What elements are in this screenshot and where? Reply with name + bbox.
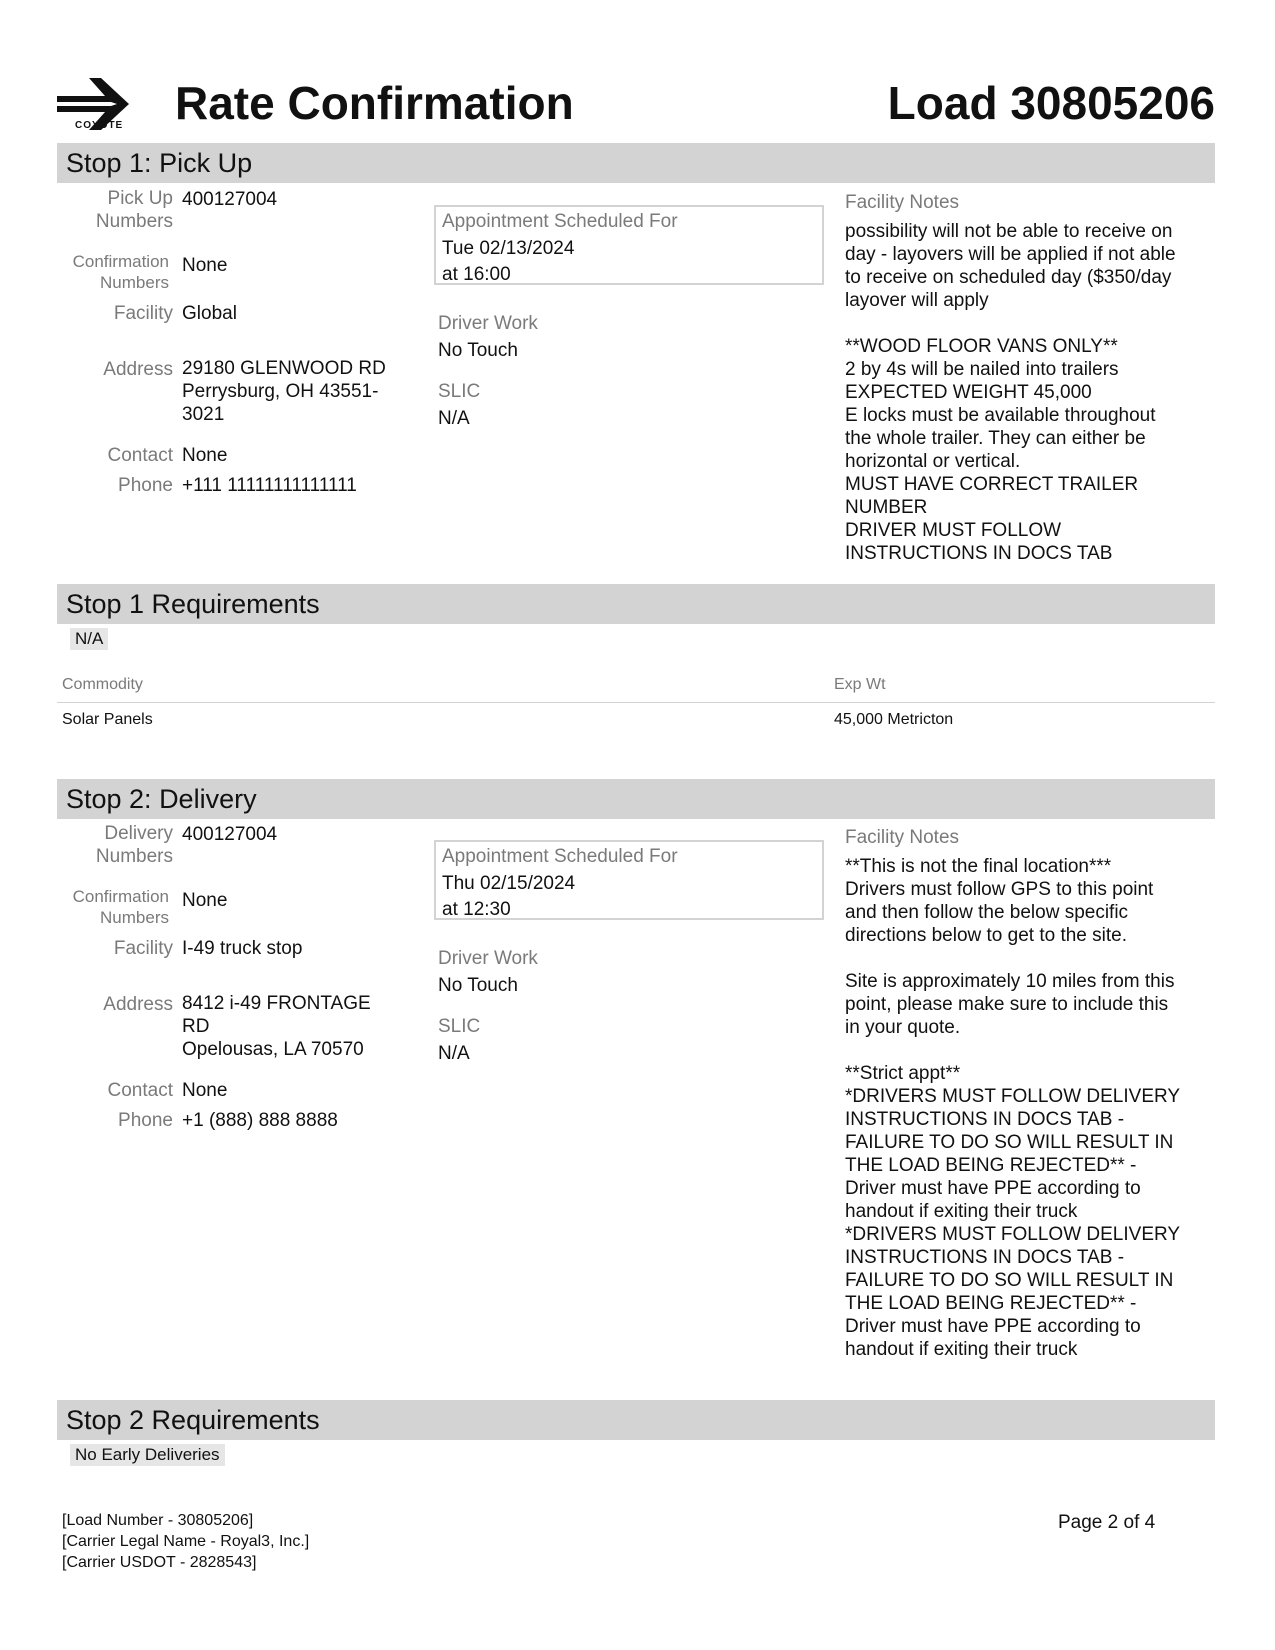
confirmation-label-line1: Confirmation xyxy=(72,252,169,271)
driver-work-label: Driver Work xyxy=(438,313,538,334)
contact-value: None xyxy=(182,1080,228,1101)
logo-text: COYOTE xyxy=(75,120,124,131)
confirmation-label-line2: Numbers xyxy=(100,908,169,927)
delivery-numbers-label-line1: Delivery xyxy=(104,823,173,844)
appointment-date: Tue 02/13/2024 xyxy=(442,238,575,259)
load-number-title: Load 30805206 xyxy=(887,77,1215,129)
pickup-numbers-label xyxy=(57,187,173,233)
appointment-time: at 16:00 xyxy=(442,264,511,285)
table-divider xyxy=(57,702,1215,703)
stop1-heading: Stop 1: Pick Up xyxy=(66,148,253,178)
address-line2: Perrysburg, OH 43551- xyxy=(182,381,379,402)
delivery-numbers-value: 400127004 xyxy=(182,824,278,845)
footer-carrier-name: [Carrier Legal Name - Royal3, Inc.] xyxy=(62,1533,310,1550)
facility-notes: possibility will not be able to receive on day - layovers will be applied if not able to receive on scheduled day ($350/day layover will apply **WOOD FLOOR VANS ONLY** 2 by 4s will be nailed into trailers EXPECTED WEIGHT 45,000 E locks must be available throughout the whole trailer. They can either be horizontal or vertical. MUST HAVE CORRECT TRAILER NUMBER DRIVER MUST FOLLOW INSTRUCTIONS IN DOCS TAB xyxy=(845,221,1176,564)
confirmation-label-line2: Numbers xyxy=(100,273,169,292)
address-label: Address xyxy=(103,359,173,380)
facility-notes: **This is not the final location*** Drivers must follow GPS to this point and then follow the below specific directions below to get to the site. Site is approximately 10 miles from this point, please make sure to include this in your quote. **Strict appt** *DRIVERS MUST FOLLOW DELIVERY INSTRUCTIONS IN DOCS TAB - FAILURE TO DO SO WILL RESULT IN THE LOAD BEING REJECTED** - Driver must have PPE according to handout if exiting their truck *DRIVERS MUST FOLLOW DELIVERY INSTRUCTIONS IN DOCS TAB - FAILURE TO DO SO WILL RESULT IN THE LOAD BEING REJECTED** - Driver must have PPE according to handout if exiting their truck xyxy=(845,856,1181,1360)
appointment-label: Appointment Scheduled For xyxy=(442,846,678,867)
phone-value: +111 11111111111111 xyxy=(182,475,357,496)
address-line2: RD xyxy=(182,1016,210,1037)
appointment-label: Appointment Scheduled For xyxy=(442,211,678,232)
address-line1: 29180 GLENWOOD RD xyxy=(182,358,386,379)
address-value xyxy=(182,357,386,426)
address-label: Address xyxy=(103,994,173,1015)
stop1-requirements-heading: Stop 1 Requirements xyxy=(66,589,320,619)
appointment-date: Thu 02/15/2024 xyxy=(442,873,576,894)
facility-notes-label: Facility Notes xyxy=(845,827,960,848)
address-line3: Opelousas, LA 70570 xyxy=(182,1039,364,1060)
stop1-requirements-header xyxy=(57,584,1215,624)
stop2-heading: Stop 2: Delivery xyxy=(66,784,257,814)
facility-label: Facility xyxy=(113,938,173,959)
contact-label: Contact xyxy=(107,445,173,466)
stop2-requirements-heading: Stop 2 Requirements xyxy=(66,1405,320,1435)
stop2-section-header xyxy=(57,779,1215,819)
footer-carrier-usdot: [Carrier USDOT - 2828543] xyxy=(62,1554,257,1571)
commodity-value: Solar Panels xyxy=(62,711,153,728)
page-title: Rate Confirmation xyxy=(175,77,574,129)
requirement-tag: N/A xyxy=(70,628,108,650)
slic-label: SLIC xyxy=(438,1016,481,1037)
commodity-header: Commodity xyxy=(62,676,143,693)
document-header xyxy=(57,68,1215,134)
appointment-box xyxy=(434,205,824,285)
address-line1: 8412 i-49 FRONTAGE xyxy=(182,993,371,1014)
facility-value: I-49 truck stop xyxy=(182,938,303,959)
weight-value: 45,000 Metricton xyxy=(834,711,954,728)
weight-header: Exp Wt xyxy=(834,676,886,693)
footer-load-number: [Load Number - 30805206] xyxy=(62,1512,254,1529)
phone-value: +1 (888) 888 8888 xyxy=(182,1110,338,1131)
facility-value: Global xyxy=(182,303,237,324)
driver-work-value: No Touch xyxy=(438,340,518,361)
slic-value: N/A xyxy=(438,408,470,429)
contact-value: None xyxy=(182,445,228,466)
address-value xyxy=(182,992,371,1061)
slic-value: N/A xyxy=(438,1043,470,1064)
slic-label: SLIC xyxy=(438,381,481,402)
pickup-numbers-value: 400127004 xyxy=(182,189,278,210)
stop2-requirements-header xyxy=(57,1400,1215,1440)
delivery-numbers-label-line2: Numbers xyxy=(95,846,173,867)
address-line3: 3021 xyxy=(182,404,225,425)
confirmation-numbers-value: None xyxy=(182,255,228,276)
stop1-section-header xyxy=(57,143,1215,183)
confirmation-numbers-label xyxy=(57,251,169,293)
driver-work-value: No Touch xyxy=(438,975,518,996)
delivery-numbers-label xyxy=(57,822,173,868)
contact-label: Contact xyxy=(107,1080,173,1101)
facility-label: Facility xyxy=(113,303,173,324)
confirmation-label-line1: Confirmation xyxy=(72,887,169,906)
pickup-numbers-label-line1: Pick Up xyxy=(107,188,173,209)
appointment-box xyxy=(434,840,824,920)
pickup-numbers-label-line2: Numbers xyxy=(95,211,173,232)
phone-label: Phone xyxy=(118,475,173,496)
phone-label: Phone xyxy=(118,1110,173,1131)
page-number: Page 2 of 4 xyxy=(1058,1512,1156,1533)
appointment-time: at 12:30 xyxy=(442,899,511,920)
requirement-tag: No Early Deliveries xyxy=(70,1444,225,1466)
confirmation-numbers-label xyxy=(57,886,169,928)
driver-work-label: Driver Work xyxy=(438,948,538,969)
confirmation-numbers-value: None xyxy=(182,890,228,911)
footer-info xyxy=(62,1510,309,1573)
facility-notes-label: Facility Notes xyxy=(845,192,960,213)
